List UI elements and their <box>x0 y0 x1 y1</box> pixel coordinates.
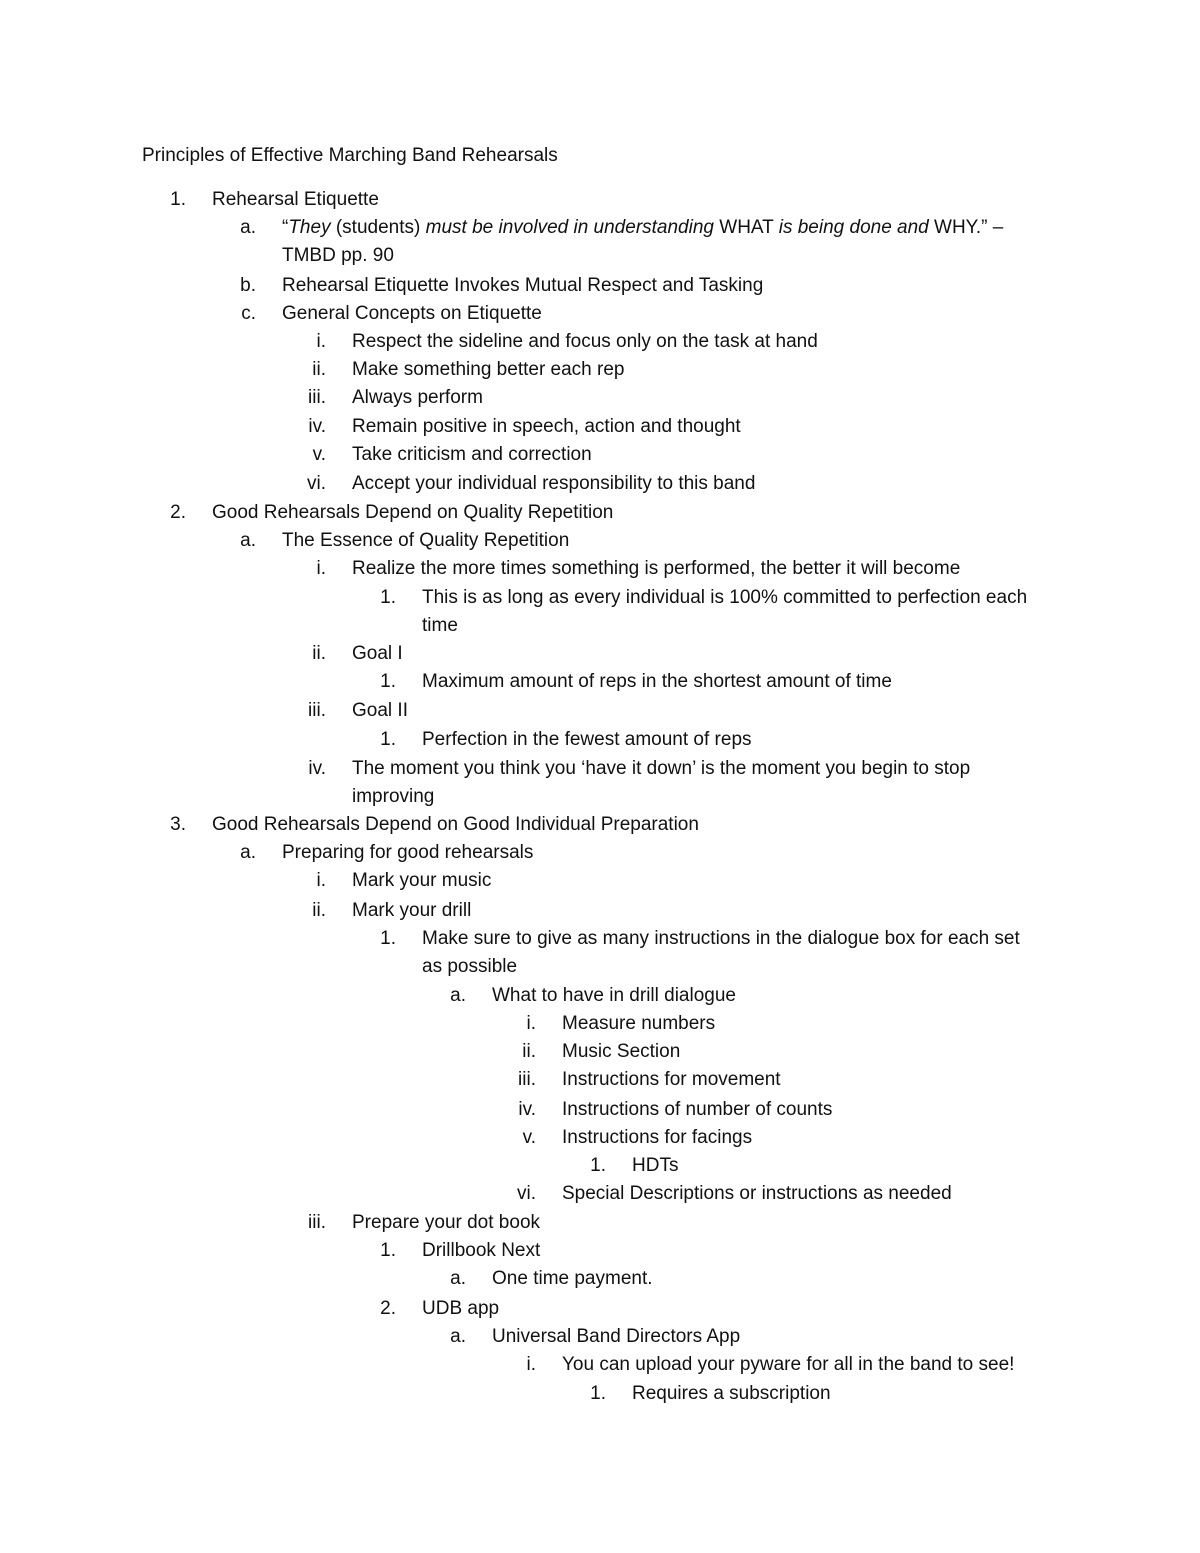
list-item-text: Mark your music <box>352 870 492 891</box>
list-marker: 3. <box>170 814 186 835</box>
list-marker: a. <box>450 985 466 1006</box>
list-item-text: Make something better each rep <box>352 359 625 380</box>
list-item-text: time <box>422 615 458 636</box>
quote-they: They <box>288 217 331 238</box>
list-item-text: as possible <box>422 956 518 977</box>
list-item-text: Universal Band Directors App <box>492 1326 741 1347</box>
list-item-text: HDTs <box>632 1155 679 1176</box>
list-item-continuation <box>422 612 458 640</box>
list-marker: 1. <box>380 587 396 608</box>
quote-citation: TMBD pp. 90 <box>282 245 394 266</box>
list-item-text: Respect the sideline and focus only on the task at hand <box>352 331 818 352</box>
list-marker: 2. <box>380 1298 396 1319</box>
list-marker: i. <box>316 870 326 891</box>
list-item-continuation <box>282 242 394 270</box>
list-item-text: Rehearsal Etiquette Invokes Mutual Respect and Tasking <box>282 275 764 296</box>
list-marker: vi. <box>517 1183 536 1204</box>
list-item-text: You can upload your pyware for all in the band to see! <box>562 1354 1015 1375</box>
list-marker: a. <box>450 1326 466 1347</box>
list-item-text: The Essence of Quality Repetition <box>282 530 570 551</box>
list-item-text: Realize the more times something is performed, the better it will become <box>352 558 961 579</box>
quote-must: must be involved in understanding <box>425 217 714 238</box>
list-item-text: General Concepts on Etiquette <box>282 303 542 324</box>
list-item-continuation <box>352 783 434 811</box>
list-item-text: Goal II <box>352 700 408 721</box>
list-item-text: Good Rehearsals Depend on Good Individual Preparation <box>212 814 699 835</box>
list-marker: 1. <box>590 1155 606 1176</box>
list-item-text: What to have in drill dialogue <box>492 985 736 1006</box>
list-marker: 1. <box>380 729 396 750</box>
document-title: Principles of Effective Marching Band Rehearsals <box>142 145 558 166</box>
list-item-text: UDB app <box>422 1298 500 1319</box>
list-item-text: The moment you think you ‘have it down’ is the moment you begin to stop <box>352 758 971 779</box>
list-marker: 1. <box>590 1383 606 1404</box>
list-item-text: Always perform <box>352 387 483 408</box>
list-marker: i. <box>316 558 326 579</box>
list-item-text: Measure numbers <box>562 1013 716 1034</box>
list-marker: ii. <box>522 1041 536 1062</box>
list-marker: v. <box>312 444 326 465</box>
list-marker: 1. <box>380 671 396 692</box>
list-marker: 2. <box>170 502 186 523</box>
list-item-text: Prepare your dot book <box>352 1212 541 1233</box>
list-marker: ii. <box>312 359 326 380</box>
list-item-text: Rehearsal Etiquette <box>212 189 379 210</box>
list-item-text: Instructions for movement <box>562 1069 781 1090</box>
list-item-text: Mark your drill <box>352 900 472 921</box>
list-marker: a. <box>240 842 256 863</box>
quote-why: WHY.” – <box>928 217 1004 238</box>
quote-students: (students) <box>330 217 426 238</box>
list-marker: 1. <box>380 928 396 949</box>
list-marker: iii. <box>308 387 326 408</box>
list-marker: iii. <box>518 1069 536 1090</box>
list-item-text: Music Section <box>562 1041 681 1062</box>
quote-open: “ <box>282 217 289 238</box>
list-marker: c. <box>241 303 256 324</box>
list-item-text: Take criticism and correction <box>352 444 592 465</box>
list-item-text: Good Rehearsals Depend on Quality Repetition <box>212 502 614 523</box>
list-item-text: Requires a subscription <box>632 1383 831 1404</box>
list-marker: iii. <box>308 700 326 721</box>
list-item-text: Special Descriptions or instructions as needed <box>562 1183 952 1204</box>
list-marker: v. <box>522 1127 536 1148</box>
list-item-text: Instructions for facings <box>562 1127 753 1148</box>
list-item-text: Accept your individual responsibility to this band <box>352 473 756 494</box>
list-marker: i. <box>526 1013 536 1034</box>
list-item-text: Remain positive in speech, action and thought <box>352 416 741 437</box>
list-marker: ii. <box>312 900 326 921</box>
list-marker: i. <box>316 331 326 352</box>
list-marker: 1. <box>380 1240 396 1261</box>
list-item-text: Make sure to give as many instructions in the dialogue box for each set <box>422 928 1020 949</box>
list-item-text: Preparing for good rehearsals <box>282 842 534 863</box>
list-marker: a. <box>240 217 256 238</box>
list-marker: b. <box>240 275 256 296</box>
quote-is-being: is being done and <box>778 217 929 238</box>
list-marker: iv. <box>308 758 326 779</box>
list-item-text: improving <box>352 786 435 807</box>
list-item-continuation <box>422 953 517 981</box>
list-marker: 1. <box>170 189 186 210</box>
list-marker: ii. <box>312 643 326 664</box>
list-marker: iv. <box>308 416 326 437</box>
list-marker: vi. <box>307 473 326 494</box>
list-marker: i. <box>526 1354 536 1375</box>
list-marker: iv. <box>518 1099 536 1120</box>
quote-text <box>282 214 1003 242</box>
list-item-text: One time payment. <box>492 1268 653 1289</box>
list-item-text: Drillbook Next <box>422 1240 541 1261</box>
list-item-text: Perfection in the fewest amount of reps <box>422 729 752 750</box>
list-item-text: Goal I <box>352 643 403 664</box>
list-marker: iii. <box>308 1212 326 1233</box>
list-item-text: Maximum amount of reps in the shortest amount of time <box>422 671 892 692</box>
list-marker: a. <box>450 1268 466 1289</box>
quote-what: WHAT <box>713 217 779 238</box>
list-marker: a. <box>240 530 256 551</box>
list-item-text: Instructions of number of counts <box>562 1099 833 1120</box>
list-item-text: This is as long as every individual is 100% committed to perfection each <box>422 587 1028 608</box>
